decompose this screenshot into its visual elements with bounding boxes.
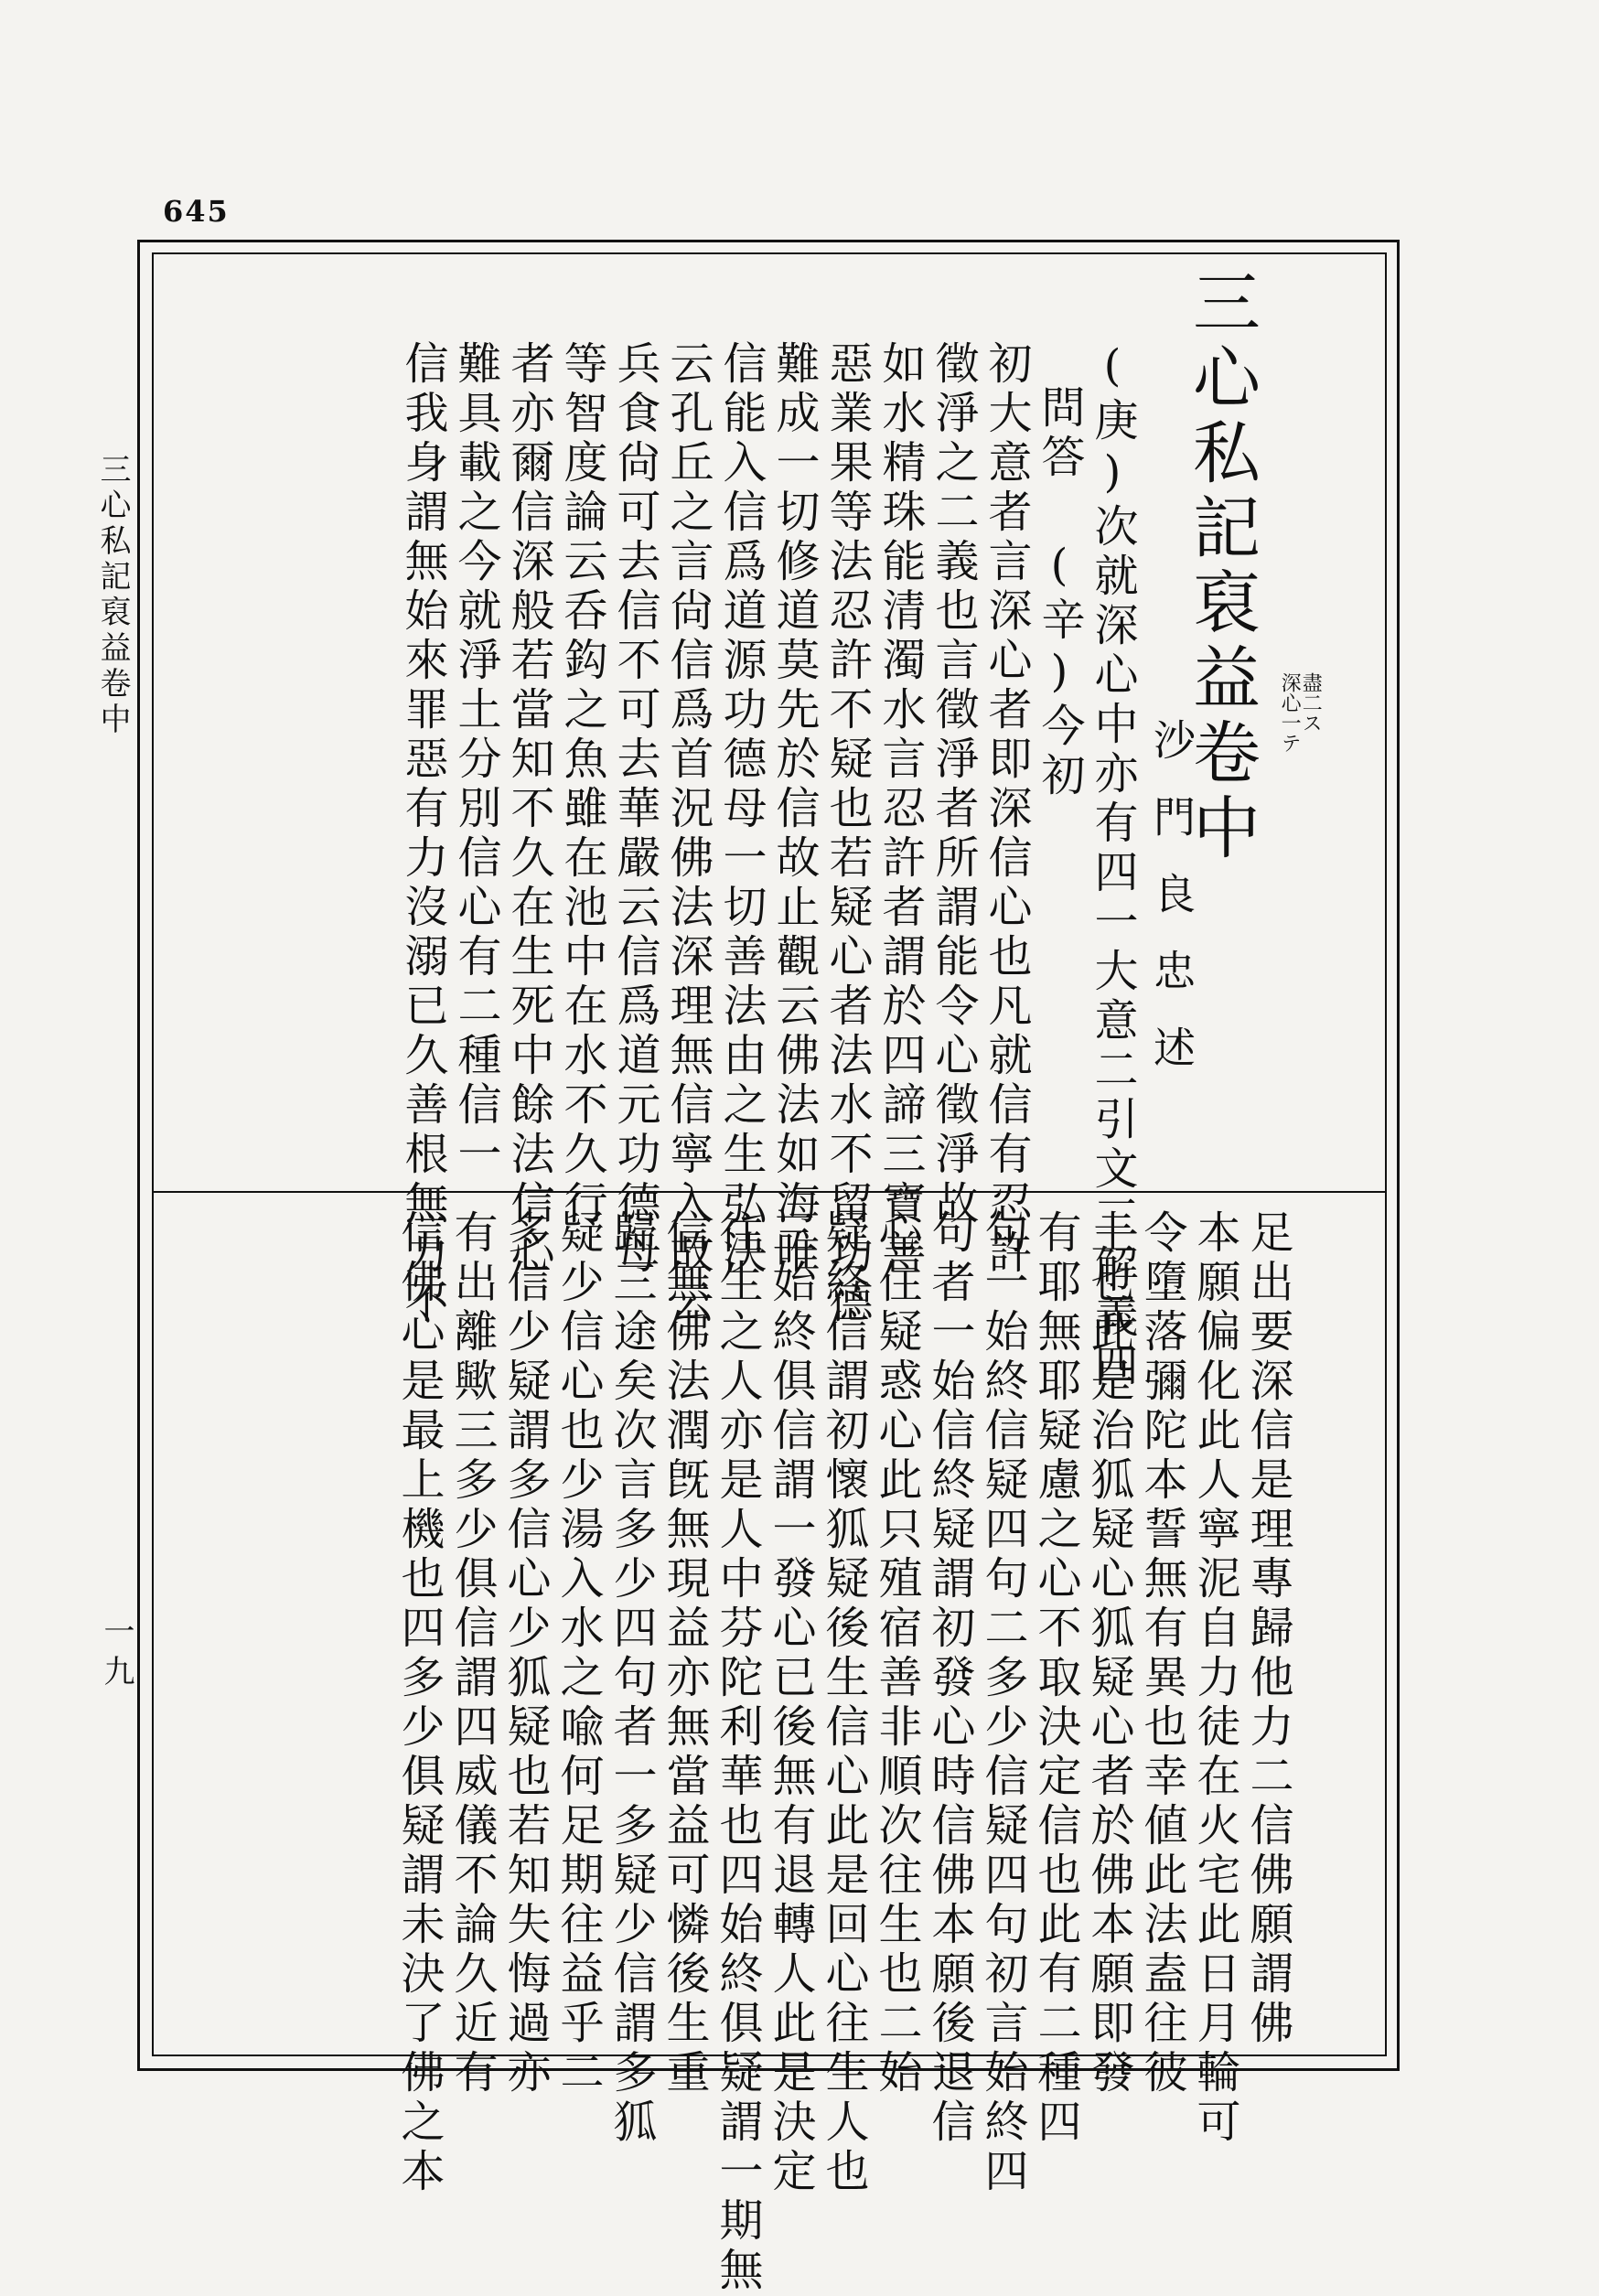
title-annotation-line: 盡二ス [1299, 672, 1323, 733]
title-annotation-line: 深心一テ [1278, 672, 1302, 753]
author-line: 沙門良忠述 [1147, 718, 1197, 1102]
running-page-number: 一九 [98, 1615, 134, 1695]
upper-column: 兵食尙可去信不可去華嚴云信爲道元功德母 [609, 340, 660, 1279]
lower-column: 多信少疑謂多信心少狐疑也若知失悔過亦 [499, 1209, 551, 2098]
lower-column: 有耶無耶疑慮之心不取決定信也此有二種四 [1030, 1209, 1081, 2148]
lower-column: 信無佛法潤旣無現益亦無當益可憐後生重 [659, 1209, 710, 2098]
upper-column: 等智度論云呑鈎之魚雖在池中在水不久行 [556, 340, 607, 1229]
upper-column: 初大意者言深心者即深信心也凡就信有忍許 [981, 340, 1032, 1279]
chapter-title: 三心私記裒益卷中 [1182, 267, 1261, 867]
title-annotation [1279, 672, 1321, 753]
lower-column: 疑終信謂初懷狐疑後生信心此是回心往生人也 [818, 1209, 869, 2197]
lower-column: 歸三途矣次言多少四句者一多疑少信謂多狐 [606, 1209, 657, 2148]
upper-column: 者亦爾信深般若當知不久在生死中餘法信心 [503, 340, 554, 1279]
upper-column: 問答 (辛)今初 [1034, 384, 1085, 801]
lower-column: 信佛心是最上機也四多少俱疑謂未決了佛之本 [393, 1209, 445, 2197]
lower-column: 土也此是治狐疑心狐疑心者於佛本願即發 [1083, 1209, 1134, 2098]
upper-column: 難成一切修道莫先於信故止觀云佛法如海唯 [768, 340, 820, 1279]
lower-column: 令墮落彌陀本誓無有異也幸値此法盍往彼 [1136, 1209, 1187, 2098]
upper-column: 信我身謂無始來罪惡有力沒溺已久善根無力不 [397, 340, 448, 1328]
upper-column: 難具載之今就淨土分別信心有二種信一 [450, 340, 501, 1180]
running-title: 三心私記裒益卷中 [94, 453, 131, 738]
upper-column: 如水精珠能清濁水言忍許者謂於四諦三寶善 [875, 340, 926, 1279]
lower-column: 足出要深信是理專歸他力二信佛願謂佛 [1242, 1209, 1293, 2049]
upper-column: (庚)次就深心中亦有四一大意二引文三解義四 [1087, 340, 1138, 1392]
upper-column: 徵淨之二義也言徵淨者所謂能令心徵淨故 [928, 340, 979, 1229]
lower-column: 往生之人亦是人中芬陀利華也四始終俱疑謂一期無 [712, 1209, 763, 2296]
lower-column: 本願偏化此人寧泥自力徒在火宅此日月輪可 [1189, 1209, 1240, 2148]
page-number: 645 [163, 194, 230, 229]
upper-column: 惡業果等法忍許不疑也若疑心者法水不留功德 [821, 340, 873, 1328]
lower-column: 句一始終信疑四句二多少信疑四句初言始終四 [977, 1209, 1028, 2197]
lower-column: 心住疑惑心此只殖宿善非順次往生也二始 [871, 1209, 922, 2098]
upper-column: 云孔丘之言尙信爲首況佛法深理無信寧入故云 [662, 340, 714, 1328]
lower-column: 句者一始信終疑謂初發心時信佛本願後退信 [924, 1209, 975, 2148]
lower-column: 三始終俱信謂一發心已後無有退轉人此是決定 [765, 1209, 816, 2197]
lower-column: 有出離歟三多少俱信謂四威儀不論久近有 [446, 1209, 498, 2098]
lower-column: 疑少信心也少湯入水之喩何足期往益乎二 [553, 1209, 604, 2098]
upper-column: 信能入信爲道源功德母一切善法由之生弘決 [715, 340, 767, 1279]
